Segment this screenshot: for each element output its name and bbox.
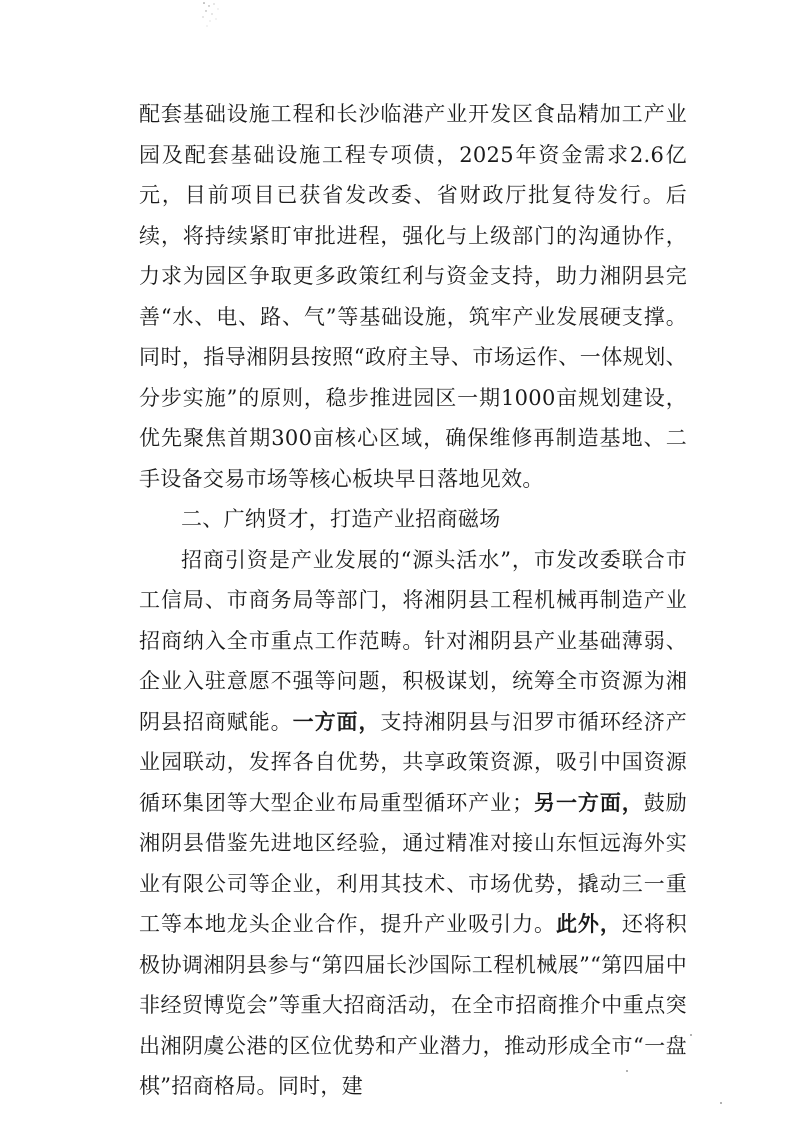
- lead-on-the-other-hand: 另一方面，: [533, 789, 644, 815]
- scan-speck: [690, 1034, 692, 1036]
- text-in-addition: 还将积极协调湘阴县参与“第四届长沙国际工程机械展”“第四届中非经贸博览会”等重大招商活动，在全市招商推介中重点突出湘阴虞公港的区位优势和产业潜力，推动形成全市“一盘棋”招商格局。同时，建: [139, 912, 688, 1098]
- paragraph-investment-promotion: [139, 540, 687, 1107]
- paragraph-intro: 招商引资是产业发展的“源头活水”，市发改委联合市工信局、市商务局等部门，将湘阴县工程机械再制造产业招商纳入全市重点工作范畴。针对湘阴县产业基础薄弱、企业入驻意愿不强等问题，积极谋划，统筹全市资源为湘阴县招商赋能。: [139, 547, 687, 734]
- lead-in-addition: 此外，: [555, 911, 622, 936]
- body-text: [139, 94, 687, 1107]
- paragraph-project-funding: 配套基础设施工程和长沙临港产业开发区食品精加工产业园及配套基础设施工程专项债，2025年资金需求2.6亿元，目前项目已获省发改委、省财政厅批复待发行。后续，将持续紧盯审批进程，强化与上级部门的沟通协作，力求为园区争取更多政策红利与资金支持，助力湘阴县完善“水、电、路、气”等基础设施，筑牢产业发展硬支撑。同时，指导湘阴县按照“政府主导、市场运作、一体规划、分步实施”的原则，稳步推进园区一期1000亩规划建设，优先聚焦首期300亩核心区域，确保维修再制造基地、二手设备交易市场等核心板块早日落地见效。: [139, 102, 687, 491]
- scan-speckle-icon: [200, 0, 224, 30]
- section-heading: 二、广纳贤才，打造产业招商磁场: [181, 507, 501, 531]
- text-on-the-other-hand: 鼓励湘阴县借鉴先进地区经验，通过精准对接山东恒远海外实业有限公司等企业，利用其技术、市场优势，撬动三一重工等本地龙头企业合作，提升产业吸引力。: [139, 790, 687, 936]
- scan-speck: [720, 1102, 722, 1104]
- lead-on-one-hand: 一方面，: [292, 708, 381, 734]
- text-on-one-hand: 支持湘阴县与汨罗市循环经济产业园联动，发挥各自优势，共享政策资源，吸引中国资源循环集团等大型企业布局重型循环产业；: [139, 709, 687, 815]
